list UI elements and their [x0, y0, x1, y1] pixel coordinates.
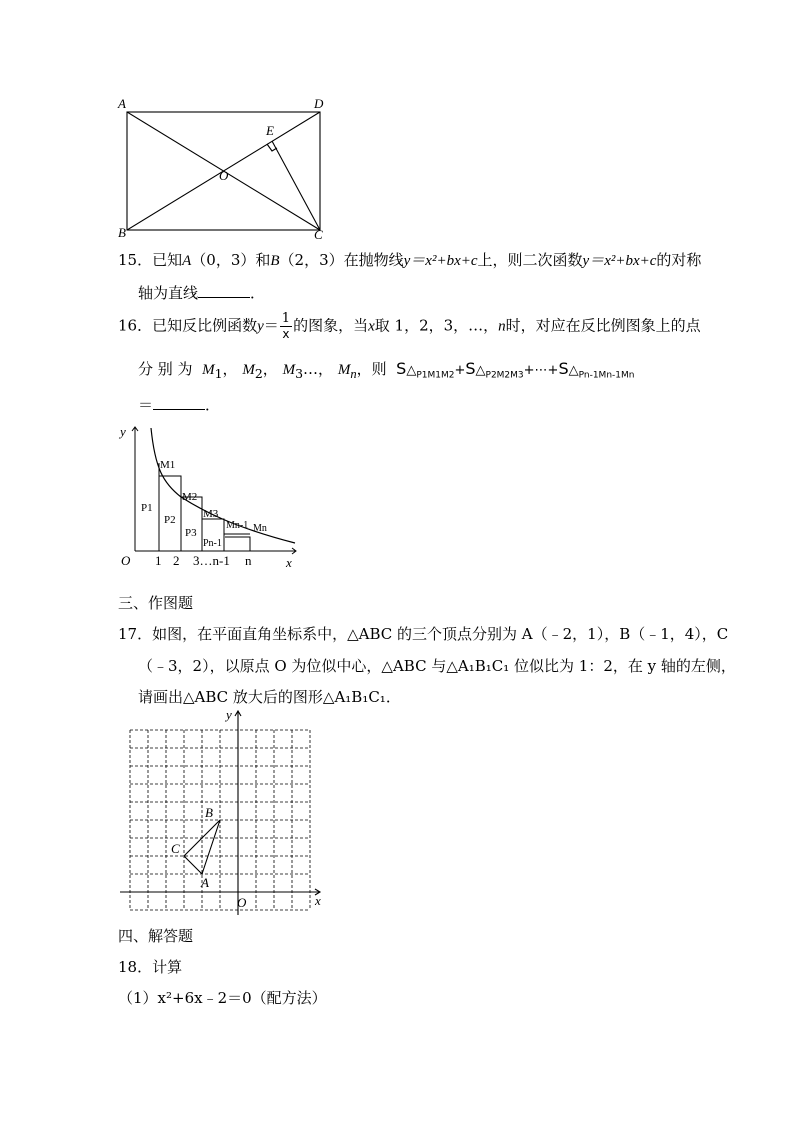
label-A: A: [118, 96, 126, 111]
label-Pn-1: Pn-1: [203, 538, 222, 549]
answer-blank-16[interactable]: [153, 395, 205, 410]
grid-x-label: x: [315, 893, 321, 908]
label-Mn-1: Mn-1: [226, 520, 249, 531]
section-4-heading: 四、解答题: [118, 927, 194, 945]
point-A-label: A: [201, 875, 209, 890]
point-B-label: B: [205, 805, 213, 820]
tick-n: n: [245, 553, 252, 568]
graph-x-label: x: [286, 555, 292, 570]
question-17-line1: 17．如图，在平面直角坐标系中，△ABC 的三个顶点分别为 A（﹣2，1），B（﹣1，4），C: [118, 625, 729, 643]
fraction-1-over-x: $\frac{1}{x}$: [281, 311, 291, 341]
question-17-line3: 请画出△ABC 放大后的图形△A₁B₁C₁．: [138, 688, 401, 706]
label-C: C: [314, 227, 323, 240]
inverse-function-graph: [113, 423, 303, 573]
question-16-line2: 分 别 为 $M_1$， $M_2$， $M_3\dots$， $M_n$，则 $S\triangle_{P1M1M2}+S\triangle_{P2M2M3}+\cdots+S\triangle_{Pn-1Mn-1Mn}$: [138, 359, 635, 381]
label-M3: M3: [203, 508, 219, 520]
label-O: O: [219, 168, 229, 183]
label-P3: P3: [185, 527, 197, 539]
label-B: B: [118, 225, 126, 240]
question-16-line3: ＝ ．: [138, 396, 221, 414]
question-15-line2: 轴为直线 ．: [138, 284, 266, 302]
question-17-line2: （﹣3，2），以原点 O 为位似中心，△ABC 与△A₁B₁C₁ 位似比为 1：2，在 y 轴的左侧，: [138, 657, 736, 675]
coordinate-grid: [115, 705, 330, 920]
graph-y-label: y: [120, 424, 126, 439]
graph-origin-label: O: [121, 553, 131, 568]
tick-3-n-1: 3…n-1: [193, 553, 230, 568]
rectangle-figure: [115, 95, 330, 240]
label-E: E: [266, 123, 274, 138]
label-P2: P2: [164, 514, 176, 526]
point-C-label: C: [171, 841, 180, 856]
section-3-heading: 三、作图题: [118, 594, 194, 612]
tick-1: 1: [155, 553, 162, 568]
question-18-part-1: （1）x²+6x﹣2＝0（配方法）: [118, 989, 327, 1007]
label-Mn: Mn: [253, 523, 267, 534]
label-M1: M1: [160, 459, 176, 471]
label-D: D: [314, 96, 324, 111]
answer-blank-15[interactable]: [198, 283, 250, 298]
label-P1: P1: [141, 502, 153, 514]
grid-y-label: y: [226, 707, 232, 722]
question-16-line1: 16．已知反比例函数y＝ $\frac{1}{x}$ 的图象，当x取 1，2，3，…，n时，对应在反比例图象上的点: [118, 311, 701, 341]
tick-2: 2: [173, 553, 180, 568]
grid-origin-label: O: [237, 895, 247, 910]
question-15-line1: 15．已知A（0，3）和B（2，3）在抛物线y＝x²+bx+c上，则二次函数y＝x²+bx+c的对称: [118, 251, 702, 269]
triangle-area-sum: $S\triangle_{P1M1M2}+S\triangle_{P2M2M3}+\cdots+S\triangle_{Pn-1Mn-1Mn}$: [396, 359, 635, 381]
label-M2: M2: [182, 491, 198, 503]
question-18-title: 18．计算: [118, 958, 183, 976]
